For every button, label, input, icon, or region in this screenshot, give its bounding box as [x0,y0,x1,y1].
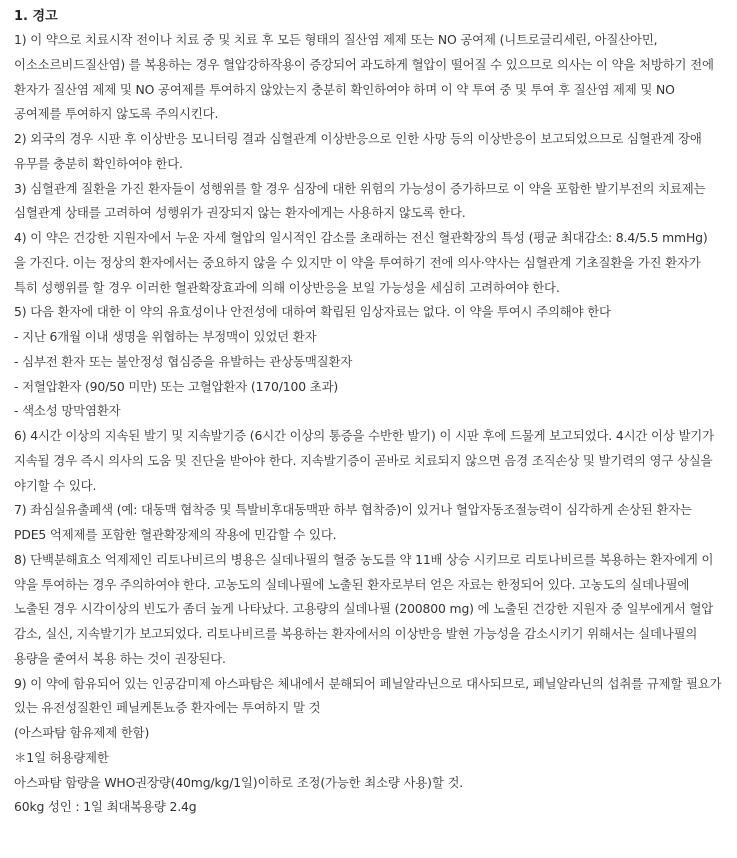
list-item: - 심부전 환자 또는 불안정성 협심증을 유발하는 관상동맥질환자 [14,353,353,369]
max-dose-note: 60kg 성인 : 1일 최대복용량 2.4g [14,799,197,815]
who-limit-note: 아스파탐 함량을 WHO권장량(40mg/kg/1일)이하로 조정(가능한 최소량 사용)할 것. [14,774,464,790]
list-item: - 지난 6개월 이내 생명을 위협하는 부정맥이 있었던 환자 [14,329,317,344]
warning-item-6: 6) 4시간 이상의 지속된 발기 및 지속발기증 (6시간 이상의 통증을 수반한 발기) 이 시판 후에 드물게 보고되었다. 4시간 이상 발기가 지속될 경우 즉시 의사의 도움 및 진단을 받아야 한다. 지속발기증이 곧바로 치료되지 않으면 음경 조직손상 및 발기력의 영구 상실을 야기할 수 있다. [14,428,714,493]
aspartame-note: (아스파탐 함유제제 한함) [14,725,150,740]
warning-item-4: 4) 이 약은 건강한 지원자에서 누운 자세 혈압의 일시적인 감소를 초래하는 전신 혈관확장의 특성 (평균 최대감소: 8.4/5.5 mmHg) 을 가진다. 이는 정상의 환자에서는 중요하지 않을 수 있지만 이 약을 투여하기 전에 의사·약사는 심혈관계 기초질환을 가진 환자가 특히 성행위를 할 경우 이러한 혈관확장효과에 의해 이상반응을 보일 가능성을 세심히 고려하여야 한다. [14,230,708,295]
warning-item-9: 9) 이 약에 함유되어 있는 인공감미제 아스파탐은 체내에서 분해되어 페닐알라닌으로 대사되므로, 페닐알라닌의 섭취를 규제할 필요가 있는 유전성질환인 페닐케톤뇨증 환자에는 투여하지 말 것 [14,675,722,716]
warning-item-8: 8) 단백분해효소 억제제인 리토나비르의 병용은 실데나필의 혈중 농도를 약 11배 상승 시키므로 리토나비르를 복용하는 환자에게 이 약을 투여하는 경우 주의하여야 한다. 고농도의 실데나필에 노출된 환자로부터 얻은 자료는 한정되어 있다. 고농도의 실데나필에 노출된 경우 시각이상의 빈도가 좀더 높게 나타났다. 고용량의 실데나필 (200800 mg) 에 노출된 건강한 지원자 중 일부에게서 혈압 감소, 실신, 지속발기가 보고되었다. 리토나비르를 복용하는 환자에서의 이상반응 발현 가능성을 감소시키기 위해서는 실데나필의 용량을 줄여서 복용 하는 것이 권장된다. [14,551,714,666]
warning-item-1: 1) 이 약으로 치료시작 전이나 치료 중 및 치료 후 모든 형태의 질산염 제제 또는 NO 공여제 (니트로글리세린, 아질산아민, 이소소르비드질산염) 를 복용하는 경우 혈압강하작용이 증강되어 과도하게 혈압이 떨어질 수 있으므로 의사는 이 약을 처방하기 전에 환자가 질산염 제제 및 NO 공여제를 투여하지 않았는지 충분히 확인하여야 하며 이 약 투여 중 및 투여 후 질산염 제제 및 NO 공여제를 투여하지 않도록 주의시킨다. [14,32,714,122]
warning-item-3: 3) 심혈관계 질환을 가진 환자들이 성행위를 할 경우 심장에 대한 위험의 가능성이 증가하므로 이 약을 포함한 발기부전의 치료제는 심혈관계 상태를 고려하여 성행위가 권장되지 않는 환자에게는 사용하지 않도록 한다. [14,180,706,221]
warning-item-2: 2) 외국의 경우 시판 후 이상반응 모니터링 결과 심혈관계 이상반응으로 인한 사망 등의 이상반응이 보고되었으므로 심혈관계 장애 유무를 충분히 확인하여야 한다. [14,131,702,171]
section-title: 1. 경고 [14,9,58,24]
warning-item-7: 7) 좌심실유출폐색 (예: 대동맥 협착증 및 특발비후대동맥판 하부 협착증)이 있거나 혈압자동조절능력이 심각하게 손상된 환자는 PDE5 억제제를 포함한 혈관확장제의 작용에 민감할 수 있다. [14,502,692,542]
list-item: - 저혈압환자 (90/50 미만) 또는 고혈압환자 (170/100 초과) [14,378,339,394]
warning-item-5: 5) 다음 환자에 대한 이 약의 유효성이나 안전성에 대하여 확립된 임상자료는 없다. 이 약을 투여시 주의해야 한다 [14,304,611,320]
list-item: - 색소성 망막염환자 [14,403,121,419]
daily-limit-note: ＊1일 허용량제한 [14,749,109,765]
